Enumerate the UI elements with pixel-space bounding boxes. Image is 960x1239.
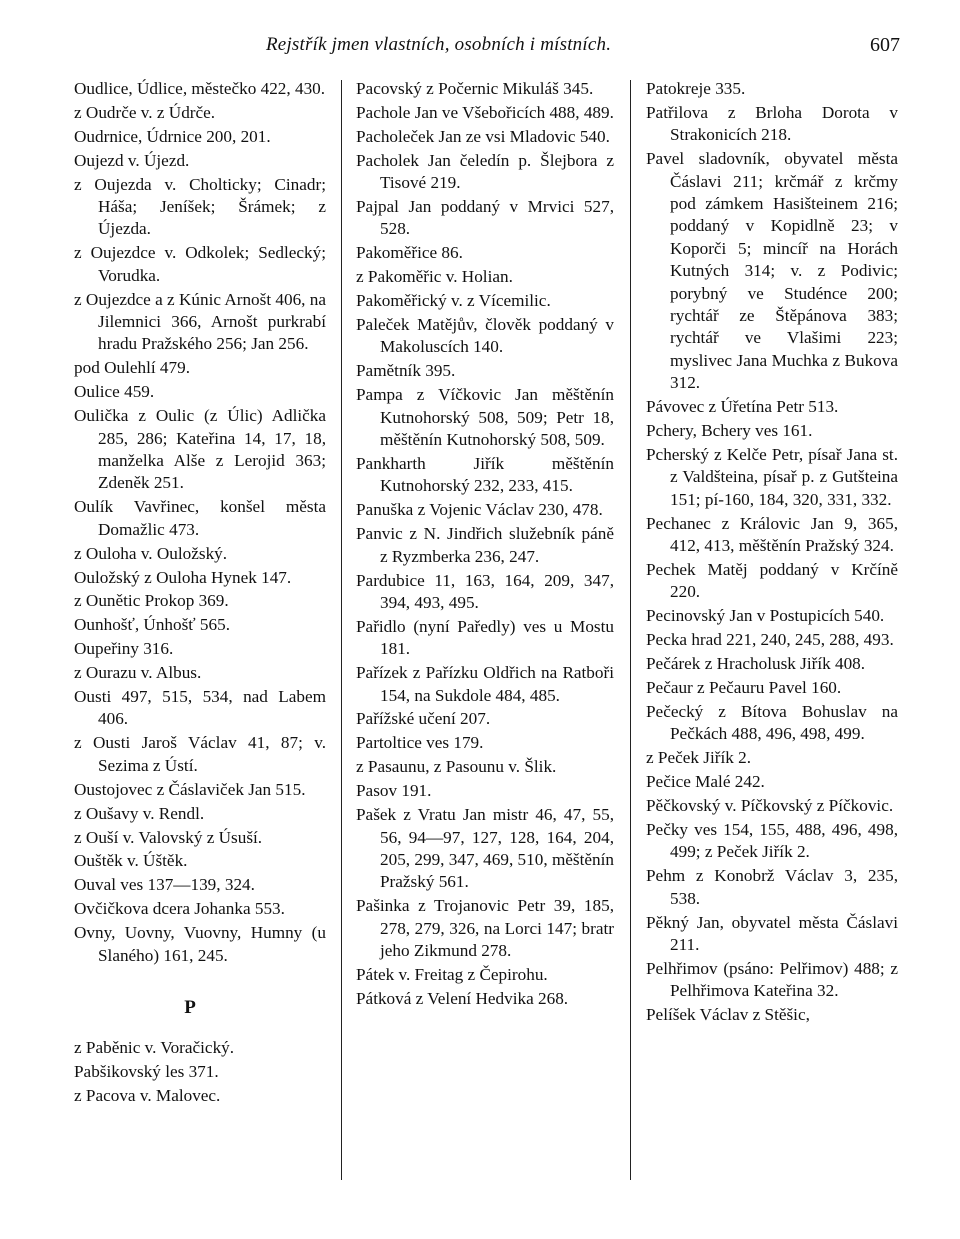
index-entry: Paleček Matějův, člověk poddaný v Makoluscích 140.: [356, 315, 614, 357]
index-entry: Pankharth Jiřík měštěnín Kutnohorský 232, 233, 415.: [356, 454, 614, 496]
index-entry: z Ounětic Prokop 369.: [74, 591, 229, 611]
index-entry: Patokreje 335.: [646, 79, 746, 98]
index-entry: Pecinovský Jan v Postupicích 540.: [646, 606, 885, 626]
index-entry: Pátková z Velení Hedvika 268.: [356, 988, 569, 1008]
running-header-title: Rejstřík jmen vlastních, osobních i místních.: [266, 34, 612, 55]
index-entry: Pamětník 395.: [356, 361, 456, 381]
index-entry: Pakoměřický v. z Vícemilic.: [356, 291, 551, 311]
index-entry: z Pasaunu, z Pasounu v. Šlik.: [356, 757, 557, 777]
index-entry: z Peček Jiřík 2.: [646, 748, 752, 768]
index-entry: z Oujezdce v. Odkolek; Sedlecký; Vorudka.: [74, 243, 326, 285]
index-entry: Ouval ves 137—139, 324.: [74, 875, 255, 895]
section-letter-heading: P: [184, 996, 196, 1018]
index-entry: Pěčkovský v. Píčkovský z Píčkovic.: [646, 796, 894, 816]
index-entry: Oulice 459.: [74, 382, 155, 402]
index-entry: Pěkný Jan, obyvatel města Čáslavi 211.: [646, 912, 898, 955]
column-divider: [630, 80, 631, 1180]
index-entry: Pelhřimov (psáno: Pelřimov) 488; z Pelhřimova Kateřina 32.: [646, 958, 898, 1001]
index-entry: Ounhošť, Únhošť 565.: [74, 615, 231, 635]
index-entry: Pajpal Jan poddaný v Mrvici 527, 528.: [356, 197, 614, 239]
index-entry: z Paběnic v. Voračický.: [74, 1038, 235, 1058]
index-entry: Ovny, Uovny, Vuovny, Humny (u Slaného) 161, 245.: [74, 923, 326, 965]
index-entry: Pechek Matěj poddaný v Krčíně 220.: [646, 560, 898, 602]
index-entry: Oustojovec z Čáslaviček Jan 515.: [74, 779, 306, 799]
index-entry: Pečárek z Hracholusk Jiřík 408.: [646, 654, 866, 674]
index-entry: Ousti 497, 515, 534, nad Labem 406.: [74, 687, 326, 729]
index-entry: Pečice Malé 242.: [646, 772, 765, 792]
index-entry: Pasov 191.: [356, 781, 432, 801]
index-entry: Pašinka z Trojanovic Petr 39, 185, 278, 279, 326, na Lorci 147; bratr jeho Zikmund 278.: [356, 896, 614, 961]
index-entry: Oupeřiny 316.: [74, 639, 174, 659]
index-entry: Ouložský z Ouloha Hynek 147.: [74, 567, 292, 587]
page-number: 607: [870, 34, 900, 56]
page-header: [76, 34, 900, 64]
column-divider: [341, 80, 342, 1180]
index-entry: Pařížské učení 207.: [356, 709, 491, 729]
index-entry: Pacovský z Počernic Mikuláš 345.: [356, 79, 594, 98]
index-entry: Oudrnice, Údrnice 200, 201.: [74, 126, 271, 146]
index-entry: Pátek v. Freitag z Čepirohu.: [356, 964, 548, 984]
index-entry: z Pakoměřic v. Holian.: [356, 267, 513, 287]
index-entry: z Ouloha v. Ouložský.: [74, 543, 228, 563]
index-entry: Pachole Jan ve Všebořicích 488, 489.: [356, 102, 614, 122]
index-entry: Pacholek Jan čeledín p. Šlejbora z Tisové 219.: [356, 150, 614, 193]
index-entry: z Ousti Jaroš Václav 41, 87; v. Sezima z Ústí.: [74, 733, 326, 775]
index-entry: Pampa z Víčkovic Jan měštěnín Kutnohorský 508, 509; Petr 18, měštěnín Kutnohorský 508, 509.: [356, 385, 614, 450]
index-column-left: [74, 78, 326, 1109]
index-column-middle: [356, 78, 614, 1012]
index-entry: Pečky ves 154, 155, 488, 496, 498, 499; z Peček Jiřík 2.: [646, 820, 898, 862]
index-entry: Ovčičkova dcera Johanka 553.: [74, 899, 285, 919]
index-entry: Oujezd v. Újezd.: [74, 150, 190, 170]
index-entry: Pakoměřice 86.: [356, 243, 463, 263]
index-entry: Pelíšek Václav z Stěšic,: [646, 1005, 810, 1025]
index-entry: Pechanec z Královic Jan 9, 365, 412, 413, měštěnín Pražský 324.: [646, 513, 898, 556]
index-entry: z Oušavy v. Rendl.: [74, 803, 205, 823]
index-entry: Partoltice ves 179.: [356, 733, 484, 753]
index-entry: Pardubice 11, 163, 164, 209, 347, 394, 493, 495.: [356, 570, 614, 612]
index-entry: Oulička z Oulic (z Úlic) Adlička 285, 286; Kateřina 14, 17, 18, manželka Alše z Lerojid 363; Zdeněk 251.: [74, 406, 326, 493]
index-entry: z Oudrče v. z Údrče.: [74, 102, 216, 122]
index-entry: Pabšikovský les 371.: [74, 1062, 219, 1082]
index-entry: Pařízek z Pařízku Oldřich na Ratboři 154, na Sukdole 484, 485.: [356, 663, 614, 705]
index-entry: Oulík Vavřinec, konšel města Domažlic 473.: [74, 497, 326, 539]
index-entry: Pacholeček Jan ze vsi Mladovic 540.: [356, 126, 610, 146]
index-entry: Pávovec z Úřetína Petr 513.: [646, 397, 839, 417]
index-entry: Pecka hrad 221, 240, 245, 288, 493.: [646, 630, 894, 650]
index-entry: z Ouší v. Valovský z Úsuší.: [74, 827, 263, 847]
index-entry: Panuška z Vojenic Václav 230, 478.: [356, 500, 603, 520]
index-entry: Pečecký z Bítova Bohuslav na Pečkách 488, 496, 498, 499.: [646, 701, 898, 744]
index-entry: Pavel sladovník, obyvatel města Čáslavi 211; krčmář z krčmy pod zámkem Hasišteinem 216; poddaný v Kopidlně 23; v Koporči 5; mincíř na Horách Kutných 314; v. z Podivic; porybný ve Studénce 200; rychtář ze Štěpánova 383; rychtář ve Vlašimi 223; myslivec Jana Muchka z Bukova 312.: [646, 149, 898, 393]
index-entry: Pehm z Konobrž Václav 3, 235, 538.: [646, 866, 898, 908]
index-entry: z Ourazu v. Albus.: [74, 663, 202, 683]
index-entry: z Pacova v. Malovec.: [74, 1086, 221, 1106]
index-entry: Patřilova z Brloha Dorota v Strakonicích 218.: [646, 102, 898, 145]
index-entry: z Oujezda v. Cholticky; Cinadr; Háša; Jeníšek; Šrámek; z Újezda.: [74, 174, 326, 239]
index-entry: z Oujezdce a z Kúnic Arnošt 406, na Jilemnici 366, Arnošt purkrabí hradu Pražského 256; Jan 256.: [74, 289, 326, 354]
index-entry: Panvic z N. Jindřich služebník páně z Ryzmberka 236, 247.: [356, 524, 614, 566]
index-entry: Pcherský z Kelče Petr, písař Jana st. z Valdšteina, písař p. z Gutšteina 151; pí-160, 184, 320, 331, 332.: [646, 445, 898, 509]
index-entry: Pchery, Bchery ves 161.: [646, 421, 813, 441]
index-entry: Ouštěk v. Úštěk.: [74, 851, 188, 871]
index-column-right: [646, 78, 898, 1028]
index-entry: Pařidlo (nyní Paředly) ves u Mostu 181.: [356, 616, 614, 659]
index-entry: Pašek z Vratu Jan mistr 46, 47, 55, 56, 94—97, 127, 128, 164, 204, 205, 299, 347, 469, 510, měštěnín Pražský 561.: [356, 805, 614, 892]
index-entry: Pečaur z Pečauru Pavel 160.: [646, 678, 842, 698]
index-entry: pod Oulehlí 479.: [74, 358, 191, 378]
index-entry: Oudlice, Údlice, městečko 422, 430.: [74, 79, 326, 98]
